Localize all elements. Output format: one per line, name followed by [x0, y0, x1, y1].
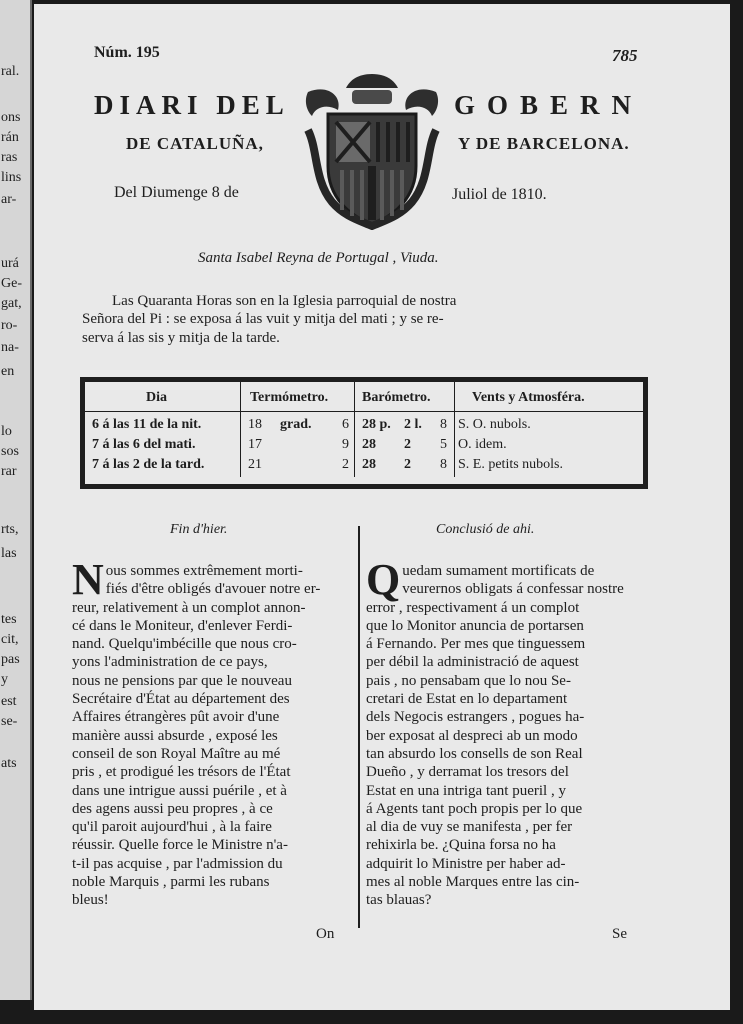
column-divider [358, 526, 360, 928]
left-catchword: On [316, 926, 335, 942]
date-right: Juliol de 1810. [452, 186, 547, 203]
right-catchword: Se [612, 926, 627, 942]
text-line: cé dans le Moniteur, d'enlever Ferdi- [72, 617, 293, 634]
text-line: veurernos obligats á confessar nostre [402, 581, 624, 598]
previous-page-fragment: pas [1, 652, 20, 667]
text-line: reur, relativement à un complot annon- [72, 599, 306, 616]
table-cell-vent: S. O. nubols. [458, 417, 531, 432]
table-cell-b2: 2 [404, 457, 411, 472]
subtitle-right: Y DE BARCELONA. [458, 134, 630, 153]
right-column-text [366, 555, 640, 910]
text-line: Dueño , y derramat los tresors del [366, 764, 569, 781]
weather-table [80, 377, 648, 489]
previous-page-fragment: ras [1, 150, 18, 165]
previous-page-fragment: ro- [1, 318, 18, 333]
announcement-line: serva á las sis y mitja de la tarde. [82, 329, 280, 346]
previous-page-fragment: ats [1, 756, 17, 771]
table-cell-b2: 2 [404, 437, 411, 452]
text-line: ous sommes extrêmement morti- [105, 563, 303, 579]
table-cell-b1: 28 [362, 457, 376, 472]
title-left: DIARI DEL [94, 90, 290, 120]
previous-page-edge [0, 0, 32, 1000]
text-line: á Agents tant poch propis per lo que [366, 800, 583, 817]
table-cell-t1: 21 [248, 457, 262, 472]
table-cell-b2: 2 l. [404, 417, 422, 432]
saint-of-the-day: Santa Isabel Reyna de Portugal , Viuda. [198, 250, 439, 266]
text-line: noble Marquis , parmi les rubans [72, 874, 270, 891]
table-cell-dia: 6 á las 11 de la nit. [92, 417, 202, 432]
table-cell-t3: 6 [342, 417, 349, 432]
text-line: Affaires étrangères pût avoir d'une [72, 709, 280, 726]
previous-page-fragment: en [1, 364, 15, 379]
text-line: t-il pas acquise , par l'admission du [72, 855, 283, 872]
previous-page-fragment: lo [1, 424, 12, 439]
table-cell-b1: 28 p. [362, 417, 391, 432]
text-line: yons l'administration de ce pays, [72, 654, 268, 671]
table-cell-b3: 5 [440, 437, 447, 452]
previous-page-fragment: ar- [1, 192, 17, 207]
text-line: Estat en una intriga tant pueril , y [366, 782, 566, 799]
previous-page-fragment: lins [1, 170, 22, 185]
issue-number: Núm. 195 [94, 44, 160, 61]
table-cell-t1: 17 [248, 437, 262, 452]
text-line: dans une intrigue aussi puérile , et à [72, 782, 287, 799]
text-line: des agens aussi peu propres , à ce [72, 800, 273, 817]
previous-page-fragment: y [1, 672, 8, 687]
previous-page-fragment: ons [1, 110, 21, 125]
previous-page-fragment: las [1, 546, 17, 561]
previous-page-fragment: cit, [1, 632, 19, 647]
previous-page-fragment: est [1, 694, 17, 709]
drop-cap: N [72, 555, 104, 604]
text-line: mes al noble Marques entre las cin- [366, 874, 580, 891]
subtitle-left: DE CATALUÑA, [126, 134, 264, 153]
table-cell-b3: 8 [440, 457, 447, 472]
text-line: pais , no pensabam que lo nou Se- [366, 672, 571, 689]
previous-page-fragment: Ge- [1, 276, 22, 291]
text-line: rehixirla be. ¿Quina forsa no ha [366, 837, 556, 854]
previous-page-fragment: tes [1, 612, 17, 627]
text-line: nand. Quelqu'imbécille que nous cro- [72, 636, 297, 653]
announcement-line: Señora del Pi : se exposa á las vuit y mitja del mati ; y se re- [82, 311, 444, 328]
text-line: Secrétaire d'État au département des [72, 691, 290, 708]
text-line: réussir. Quelle force le Ministre n'a- [72, 837, 288, 854]
text-line: fiés d'être obligés d'avouer notre er- [105, 581, 321, 598]
table-cell-vent: S. E. petits nubols. [458, 457, 564, 472]
text-line: cretari de Estat en lo departament [366, 691, 568, 708]
header-thermometer: Termómetro. [250, 390, 329, 405]
text-line: manière aussi absurde , exposé les [72, 727, 278, 744]
text-line: que lo Monitor anuncia de portarsen [366, 617, 584, 634]
text-line: pris , et prodigué les trésors de l'État [72, 764, 291, 781]
page-number: 785 [612, 46, 638, 65]
text-line: error , respectivament á un complot [366, 599, 580, 616]
previous-page-fragment: ral. [1, 64, 20, 79]
table-cell-t1: 18 [248, 417, 262, 432]
text-line: uedam sumament mortificats de [402, 563, 595, 579]
text-line: nous ne pensions par que le nouveau [72, 672, 292, 689]
table-cell-t3: 2 [342, 457, 349, 472]
table-cell-t3: 9 [342, 437, 349, 452]
text-line: adquirit lo Ministre per haber ad- [366, 855, 566, 872]
previous-page-fragment: na- [1, 340, 19, 355]
text-line: dels Negocis estrangers , pogues ha- [366, 709, 585, 726]
previous-page-fragment: rar [1, 464, 17, 479]
left-column-text [72, 555, 348, 910]
previous-page-fragment: se- [1, 714, 18, 729]
previous-page-fragment: rts, [1, 522, 19, 537]
table-cell-dia: 7 á las 6 del mati. [92, 437, 196, 452]
previous-page-fragment: sos [1, 444, 19, 459]
text-line: conseil de son Royal Maître au mé [72, 745, 281, 762]
header-wind: Vents y Atmosféra. [472, 390, 585, 405]
text-line: á Fernando. Per mes que tinguessem [366, 636, 586, 653]
text-line: tan absurdo los consells de son Real [366, 745, 583, 762]
title-right: GOBERN [454, 90, 644, 120]
right-column-heading: Conclusió de ahi. [436, 522, 535, 537]
newspaper-page [34, 4, 730, 1010]
left-column-heading: Fin d'hier. [170, 522, 228, 537]
table-cell-dia: 7 á las 2 de la tard. [92, 457, 205, 472]
table-cell-b3: 8 [440, 417, 447, 432]
text-line: al dia de vuy se manifesta , per fer [366, 819, 573, 836]
text-line: per débil la administració de aquest [366, 654, 579, 671]
text-line: bleus! [72, 892, 109, 909]
previous-page-fragment: urá [1, 256, 19, 271]
table-cell-t2: grad. [280, 417, 312, 432]
coat-of-arms-icon [298, 70, 446, 230]
header-barometer: Barómetro. [362, 390, 431, 405]
drop-cap: Q [366, 555, 401, 604]
previous-page-fragment: rán [1, 130, 19, 145]
text-line: ber exposat al despreci ab un modo [366, 727, 578, 744]
text-line: qu'il paroit aujourd'hui , à la faire [72, 819, 272, 836]
previous-page-fragment: gat, [1, 296, 22, 311]
table-cell-vent: O. idem. [458, 437, 507, 452]
header-dia: Dia [146, 390, 167, 405]
announcement-line: Las Quaranta Horas son en la Iglesia parroquial de nostra [112, 293, 457, 309]
announcement [82, 292, 642, 347]
table-cell-b1: 28 [362, 437, 376, 452]
date-left: Del Diumenge 8 de [114, 184, 239, 201]
text-line: tas blauas? [366, 892, 432, 909]
